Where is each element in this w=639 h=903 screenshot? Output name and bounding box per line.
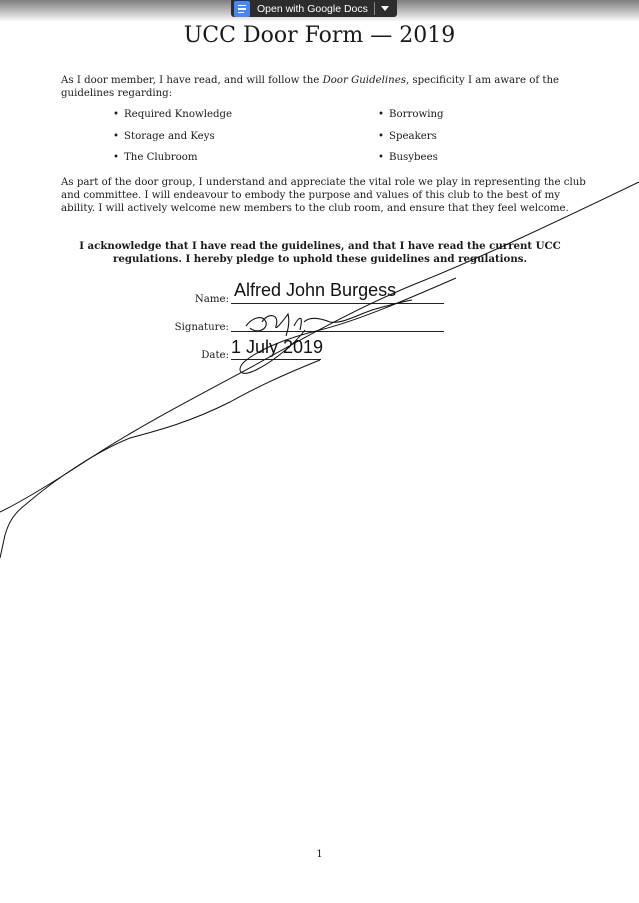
pen-stroke-lower [0, 360, 320, 558]
signature-flourish [240, 278, 456, 373]
list-item: • Storage and Keys [113, 131, 232, 153]
signature-scribble [246, 300, 412, 336]
list-item-label: The Clubroom [124, 152, 198, 163]
signature-label: Signature: [174, 322, 229, 333]
list-item: • Borrowing [378, 109, 444, 131]
list-item-label: Required Knowledge [124, 109, 233, 120]
date-label: Date: [201, 350, 229, 361]
door-guidelines-emphasis: Door Guidelines [322, 75, 406, 86]
list-item: • Speakers [378, 131, 444, 153]
list-item-label: Busybees [389, 152, 438, 163]
list-item: • Busybees [378, 152, 444, 174]
name-label: Name: [194, 294, 229, 305]
list-item-label: Storage and Keys [124, 130, 215, 142]
list-item-label: Borrowing [389, 109, 444, 120]
pen-stroke-upper [0, 182, 639, 512]
page-number: 1 [316, 849, 323, 860]
intro-text-start: As I door member, I have read, and will follow the [61, 75, 323, 86]
name-field[interactable]: Alfred John Burgess [234, 280, 397, 300]
list-item: • The Clubroom [113, 152, 232, 174]
document-title: UCC Door Form — 2019 [183, 23, 456, 48]
commitment-paragraph: As part of the door group, I understand and appreciate the vital role we play in representing the club and committee. I will endeavour to embody the purpose and values of this club to the best of my ability. I will actively welcome new members to the club room, and ensure that they feel welcome. [61, 177, 586, 214]
intro-text-end: , specificity I am aware of the guidelines regarding: [61, 75, 560, 99]
acknowledgement-paragraph: I acknowledge that I have read the guidelines, and that I have read the current UCC regulations. I hereby pledge to uphold these guidelines and regulations. [79, 240, 561, 265]
list-item-label: Speakers [389, 130, 437, 142]
open-with-label: Open with Google Docs [257, 2, 368, 15]
list-item: • Required Knowledge [113, 109, 232, 131]
date-field[interactable]: 1 July 2019 [231, 337, 324, 357]
